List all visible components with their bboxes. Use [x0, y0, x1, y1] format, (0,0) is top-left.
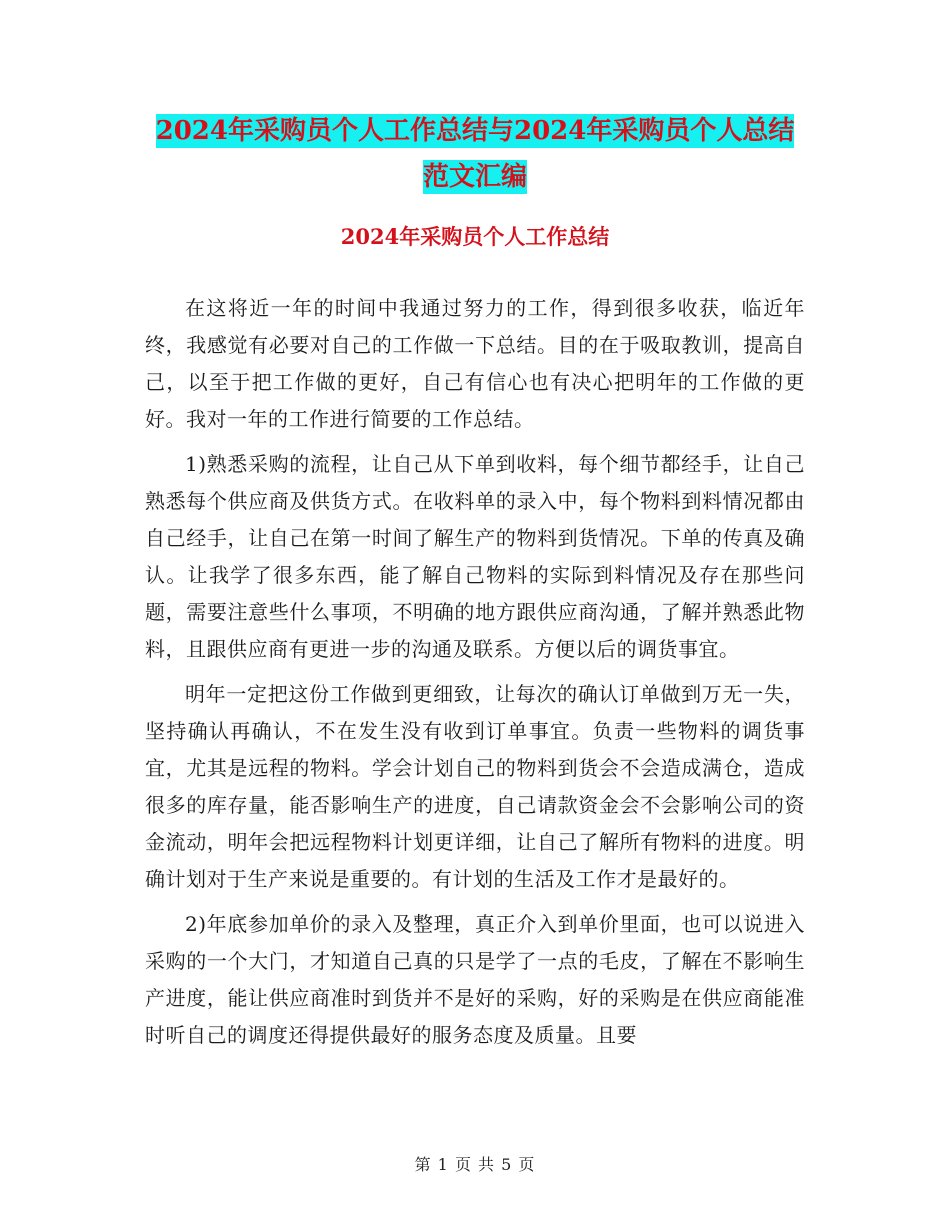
paragraph-next-year-plan: 明年一定把这份工作做到更细致，让每次的确认订单做到万无一失，坚持确认再确认，不在发生没有收到订单事宜。负责一些物料的调货事宜，尤其是远程的物料。学会计划自己的物料到货会不会造成满仓，造成很多的库存量，能否影响生产的进度，自己请款资金会不会影响公司的资金流动，明年会把远程物料计划更详细，让自己了解所有物料的进度。明确计划对于生产来说是重要的。有计划的生活及工作才是最好的。: [145, 682, 805, 891]
document-title-line-2: 范文汇编: [422, 162, 527, 192]
document-body: [145, 290, 805, 1062]
page-footer: 第 1 页 共 5 页: [414, 1155, 536, 1174]
document-title-line-1: 2024年采购员个人工作总结与2024年采购员个人总结: [155, 116, 795, 146]
document-title: [150, 108, 800, 200]
paragraph-intro: 在这将近一年的时间中我通过努力的工作，得到很多收获，临近年终，我感觉有必要对自己的工作做一下总结。目的在于吸取教训，提高自己，以至于把工作做的更好，自己有信心也有决心把明年的工作做的更好。我对一年的工作进行简要的工作总结。: [145, 296, 805, 431]
paragraph-point-1: 1)熟悉采购的流程，让自己从下单到收料，每个细节都经手，让自己熟悉每个供应商及供货方式。在收料单的录入中，每个物料到料情况都由自己经手，让自己在第一时间了解生产的物料到货情况。下单的传真及确认。让我学了很多东西，能了解自己物料的实际到料情况及存在那些问题，需要注意些什么事项，不明确的地方跟供应商沟通，了解并熟悉此物料，且跟供应商有更进一步的沟通及联系。方便以后的调货事宜。: [145, 452, 805, 661]
paragraph-point-2: 2)年底参加单价的录入及整理，真正介入到单价里面，也可以说进入采购的一个大门，才知道自己真的只是学了一点的毛皮，了解在不影响生产进度，能让供应商准时到货并不是好的采购，好的采购是在供应商能准时听自己的调度还得提供最好的服务态度及质量。且要: [145, 912, 805, 1047]
section-title: 2024年采购员个人工作总结: [340, 224, 610, 249]
